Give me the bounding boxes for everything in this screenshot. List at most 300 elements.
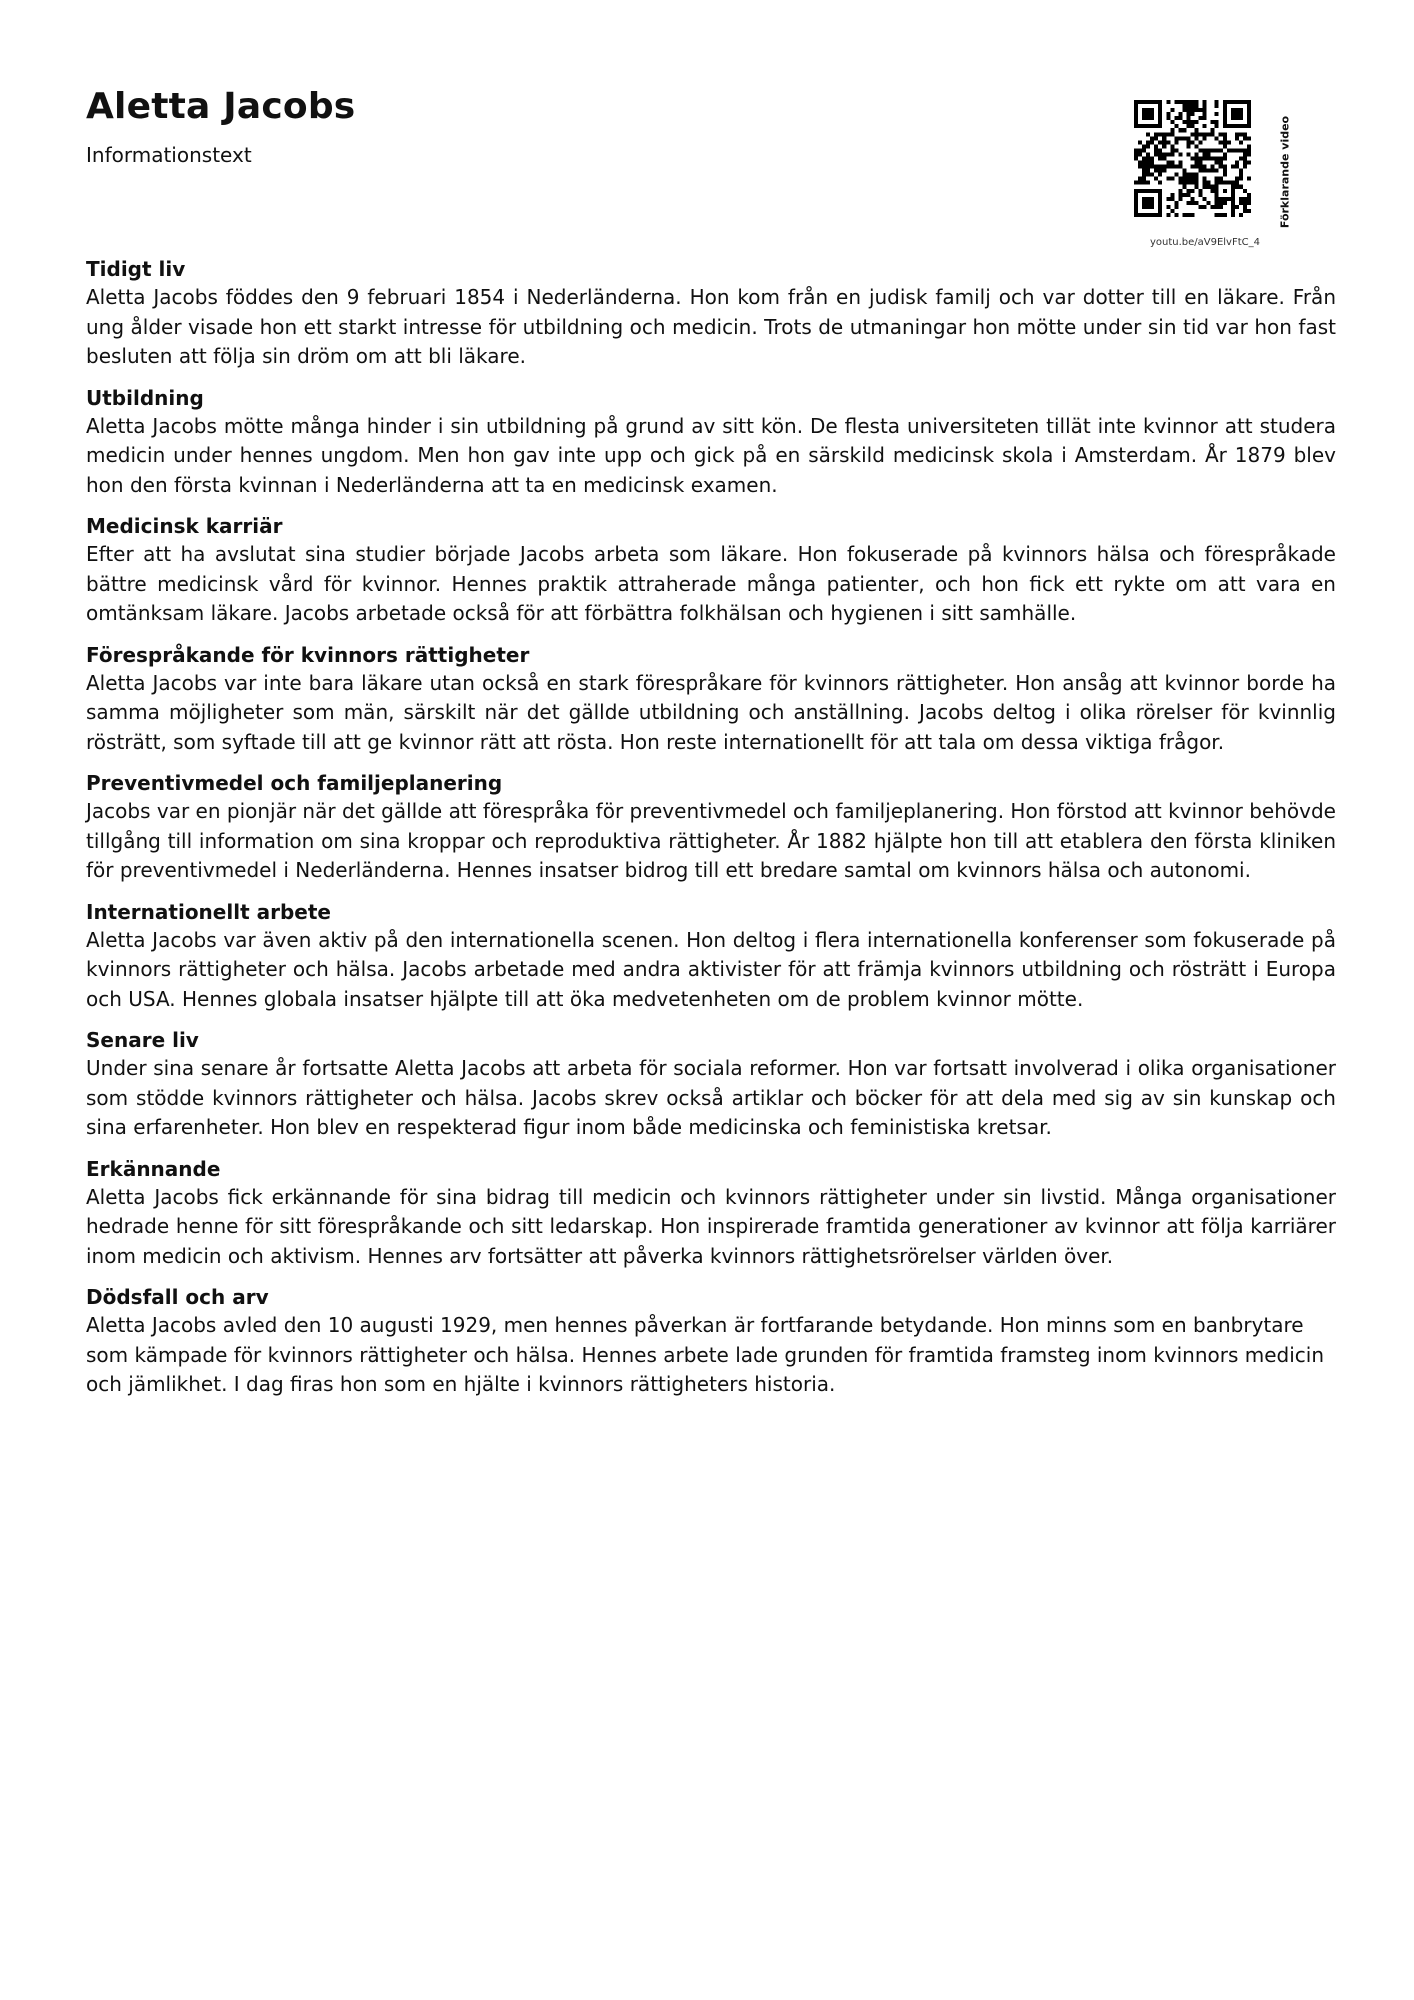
qr-module	[1247, 120, 1251, 124]
qr-module	[1162, 132, 1166, 136]
qr-module	[1211, 156, 1215, 160]
qr-module	[1223, 197, 1227, 201]
qr-module	[1231, 124, 1235, 128]
qr-module	[1239, 185, 1243, 189]
qr-module	[1138, 100, 1142, 104]
qr-module	[1239, 148, 1243, 152]
qr-module	[1235, 161, 1239, 165]
qr-module	[1174, 116, 1178, 120]
qr-module	[1219, 201, 1223, 205]
qr-module	[1231, 100, 1235, 104]
qr-module	[1190, 201, 1194, 205]
qr-module	[1239, 112, 1243, 116]
qr-module	[1158, 165, 1162, 169]
qr-module	[1215, 120, 1219, 124]
qr-module	[1235, 100, 1239, 104]
qr-module	[1239, 177, 1243, 181]
section-dodsfall-och-arv	[86, 1284, 1336, 1400]
qr-module	[1219, 213, 1223, 217]
qr-module	[1146, 152, 1150, 156]
qr-module	[1182, 181, 1186, 185]
qr-module	[1195, 100, 1199, 104]
qr-module	[1190, 173, 1194, 177]
qr-module	[1195, 156, 1199, 160]
qr-module	[1190, 165, 1194, 169]
qr-module	[1150, 140, 1154, 144]
qr-module	[1207, 169, 1211, 173]
qr-module	[1247, 197, 1251, 201]
qr-module	[1219, 205, 1223, 209]
qr-module	[1207, 185, 1211, 189]
qr-module	[1142, 165, 1146, 169]
qr-module	[1170, 165, 1174, 169]
qr-module	[1162, 152, 1166, 156]
qr-module	[1247, 100, 1251, 104]
qr-module	[1158, 112, 1162, 116]
qr-module	[1166, 165, 1170, 169]
qr-module	[1170, 144, 1174, 148]
qr-module	[1182, 104, 1186, 108]
qr-module	[1186, 104, 1190, 108]
qr-module	[1154, 124, 1158, 128]
qr-module	[1182, 193, 1186, 197]
qr-module	[1134, 156, 1138, 160]
qr-module	[1170, 132, 1174, 136]
qr-module	[1207, 181, 1211, 185]
qr-module	[1199, 108, 1203, 112]
qr-module	[1203, 165, 1207, 169]
qr-module	[1235, 116, 1239, 120]
qr-module	[1215, 169, 1219, 173]
qr-module	[1150, 124, 1154, 128]
qr-module	[1162, 156, 1166, 160]
section-heading: Tidigt liv	[86, 257, 186, 281]
qr-module	[1182, 177, 1186, 181]
qr-module	[1154, 165, 1158, 169]
qr-module	[1195, 132, 1199, 136]
qr-module	[1235, 177, 1239, 181]
qr-module	[1223, 152, 1227, 156]
qr-module	[1223, 136, 1227, 140]
qr-module	[1243, 209, 1247, 213]
qr-module	[1219, 197, 1223, 201]
qr-module	[1178, 161, 1182, 165]
qr-module	[1142, 169, 1146, 173]
qr-module	[1231, 201, 1235, 205]
qr-module	[1223, 144, 1227, 148]
qr-module	[1247, 177, 1251, 181]
qr-module	[1186, 140, 1190, 144]
qr-module	[1186, 213, 1190, 217]
qr-module	[1243, 132, 1247, 136]
qr-module	[1146, 181, 1150, 185]
qr-module	[1235, 165, 1239, 169]
qr-module	[1146, 173, 1150, 177]
qr-module	[1158, 140, 1162, 144]
qr-module	[1138, 213, 1142, 217]
qr-module	[1138, 181, 1142, 185]
qr-module	[1247, 112, 1251, 116]
qr-module	[1154, 152, 1158, 156]
qr-module	[1207, 132, 1211, 136]
qr-module	[1190, 100, 1194, 104]
qr-module	[1247, 193, 1251, 197]
section-heading: Erkännande	[86, 1156, 221, 1181]
qr-module	[1239, 100, 1243, 104]
qr-module	[1247, 136, 1251, 140]
qr-module	[1142, 116, 1146, 120]
qr-module	[1195, 128, 1199, 132]
qr-module	[1174, 213, 1178, 217]
qr-module	[1195, 201, 1199, 205]
qr-module	[1178, 177, 1182, 181]
qr-module	[1199, 189, 1203, 193]
qr-module	[1186, 112, 1190, 116]
qr-module	[1247, 152, 1251, 156]
qr-module	[1150, 156, 1154, 160]
qr-module	[1146, 201, 1150, 205]
qr-module	[1190, 213, 1194, 217]
qr-module	[1170, 120, 1174, 124]
qr-module	[1170, 197, 1174, 201]
qr-module	[1243, 165, 1247, 169]
qr-module	[1150, 100, 1154, 104]
qr-module	[1219, 165, 1223, 169]
qr-module	[1158, 124, 1162, 128]
qr-module	[1182, 128, 1186, 132]
qr-module	[1235, 124, 1239, 128]
qr-module	[1182, 120, 1186, 124]
qr-module	[1195, 152, 1199, 156]
qr-module	[1186, 136, 1190, 140]
qr-module	[1142, 161, 1146, 165]
qr-module	[1138, 165, 1142, 169]
qr-module	[1219, 156, 1223, 160]
qr-module	[1134, 181, 1138, 185]
qr-module	[1231, 197, 1235, 201]
qr-module	[1231, 185, 1235, 189]
qr-module	[1211, 169, 1215, 173]
qr-module	[1142, 148, 1146, 152]
qr-module	[1186, 193, 1190, 197]
qr-module	[1247, 201, 1251, 205]
qr-module	[1182, 169, 1186, 173]
qr-module	[1178, 189, 1182, 193]
qr-module	[1227, 124, 1231, 128]
qr-module	[1150, 197, 1154, 201]
qr-module	[1231, 209, 1235, 213]
qr-module	[1182, 173, 1186, 177]
qr-module	[1203, 116, 1207, 120]
qr-module	[1235, 181, 1239, 185]
section-text: Aletta Jacobs mötte många hinder i sin utbildning på grund av sitt kön. De flesta universiteten tillät inte kvinnor att studera medicin under hennes ungdom. Men hon gav inte upp och gick på en särskild medicinsk skola i Amsterdam. År 1879 blev hon den första kvinnan i Nederländerna att ta en medicinsk examen.	[86, 413, 1336, 497]
section-heading: Preventivmedel och familjeplanering	[86, 771, 503, 795]
qr-module	[1166, 140, 1170, 144]
qr-module	[1142, 189, 1146, 193]
qr-module	[1186, 152, 1190, 156]
qr-module	[1186, 189, 1190, 193]
qr-module	[1166, 197, 1170, 201]
qr-module	[1146, 213, 1150, 217]
qr-module	[1231, 165, 1235, 169]
qr-module	[1215, 197, 1219, 201]
qr-module	[1203, 108, 1207, 112]
qr-module	[1138, 152, 1142, 156]
qr-module	[1235, 136, 1239, 140]
qr-module	[1158, 108, 1162, 112]
qr-module	[1195, 185, 1199, 189]
qr-module	[1134, 108, 1138, 112]
qr-module	[1134, 213, 1138, 217]
section-erkannande	[86, 1156, 1336, 1272]
qr-module	[1239, 201, 1243, 205]
qr-module	[1190, 108, 1194, 112]
qr-module	[1215, 104, 1219, 108]
qr-module	[1243, 205, 1247, 209]
qr-module	[1182, 136, 1186, 140]
qr-module	[1199, 132, 1203, 136]
page-subtitle: Informationstext	[86, 143, 252, 167]
qr-module	[1162, 136, 1166, 140]
qr-module	[1150, 108, 1154, 112]
qr-module	[1219, 181, 1223, 185]
section-utbildning	[86, 385, 1336, 501]
qr-module	[1195, 104, 1199, 108]
qr-module	[1134, 148, 1138, 152]
qr-module	[1134, 197, 1138, 201]
qr-module	[1231, 205, 1235, 209]
qr-module	[1154, 144, 1158, 148]
qr-module	[1231, 112, 1235, 116]
qr-module	[1231, 189, 1235, 193]
qr-module	[1195, 120, 1199, 124]
qr-module	[1158, 189, 1162, 193]
qr-module	[1142, 213, 1146, 217]
qr-module	[1203, 177, 1207, 181]
qr-module	[1142, 124, 1146, 128]
qr-module	[1243, 156, 1247, 160]
qr-module	[1134, 120, 1138, 124]
qr-module	[1215, 193, 1219, 197]
qr-module	[1150, 189, 1154, 193]
qr-module	[1138, 148, 1142, 152]
qr-module	[1199, 156, 1203, 160]
qr-module	[1186, 120, 1190, 124]
qr-module	[1158, 132, 1162, 136]
qr-module	[1231, 148, 1235, 152]
qr-module	[1142, 156, 1146, 160]
qr-module	[1146, 144, 1150, 148]
section-heading: Utbildning	[86, 385, 204, 410]
qr-module	[1166, 116, 1170, 120]
qr-module	[1174, 148, 1178, 152]
qr-module	[1178, 197, 1182, 201]
qr-module	[1186, 201, 1190, 205]
qr-module	[1174, 205, 1178, 209]
qr-module	[1195, 165, 1199, 169]
qr-module	[1146, 100, 1150, 104]
qr-module	[1203, 197, 1207, 201]
qr-module	[1243, 189, 1247, 193]
qr-module	[1166, 152, 1170, 156]
qr-module	[1235, 148, 1239, 152]
qr-module	[1178, 116, 1182, 120]
section-heading: Dödsfall och arv	[86, 1285, 269, 1309]
qr-module	[1158, 209, 1162, 213]
qr-module	[1239, 116, 1243, 120]
qr-module	[1215, 201, 1219, 205]
qr-module	[1158, 156, 1162, 160]
qr-module	[1158, 201, 1162, 205]
qr-module	[1235, 112, 1239, 116]
qr-module	[1243, 152, 1247, 156]
qr-module	[1195, 181, 1199, 185]
qr-module	[1203, 148, 1207, 152]
qr-module	[1223, 189, 1227, 193]
qr-module	[1239, 173, 1243, 177]
qr-video-link[interactable]: youtu.be/aV9ElvFtC_4	[1149, 237, 1260, 248]
qr-module	[1199, 165, 1203, 169]
section-text: Aletta Jacobs var inte bara läkare utan också en stark förespråkare för kvinnors rättigheter. Hon ansåg att kvinnor borde ha samma möjligheter som män, särskilt när det gällde utbildning och anställning. Jacobs deltog i olika rörelser för kvinnlig rösträtt, som syftade till att ge kvinnor rätt att rösta. Hon reste internationellt för att tala om dessa viktiga frågor.	[86, 670, 1336, 754]
qr-module	[1154, 177, 1158, 181]
qr-module	[1138, 161, 1142, 165]
section-preventivmedel	[86, 770, 1336, 886]
qr-module	[1211, 189, 1215, 193]
qr-module	[1223, 140, 1227, 144]
section-heading: Förespråkande för kvinnors rättigheter	[86, 642, 530, 667]
qr-module	[1190, 156, 1194, 160]
qr-module	[1190, 189, 1194, 193]
qr-module	[1199, 116, 1203, 120]
qr-module	[1211, 165, 1215, 169]
qr-module	[1138, 140, 1142, 144]
qr-module	[1231, 181, 1235, 185]
qr-module	[1154, 148, 1158, 152]
qr-module	[1182, 185, 1186, 189]
qr-module	[1219, 148, 1223, 152]
qr-module	[1170, 128, 1174, 132]
qr-module	[1215, 156, 1219, 160]
qr-module	[1243, 136, 1247, 140]
qr-module	[1211, 148, 1215, 152]
section-text: Under sina senare år fortsatte Aletta Jacobs att arbeta för sociala reformer. Hon var fortsatt involverad i olika organisationer som stödde kvinnors rättigheter och hälsa. Jacobs skrev också artiklar och böcker för att dela med sig av sin kunskap och sina erfarenheter. Hon blev en respekterad figur inom både medicinska och feministiska kretsar.	[86, 1056, 1336, 1139]
qr-module	[1239, 140, 1243, 144]
qr-module	[1134, 124, 1138, 128]
qr-module	[1223, 169, 1227, 173]
qr-module	[1223, 108, 1227, 112]
qr-side-label-text: Förklarande video	[1278, 115, 1292, 229]
qr-module	[1134, 104, 1138, 108]
section-kvinnors-rattigheter	[86, 642, 1336, 758]
qr-module	[1223, 213, 1227, 217]
qr-module	[1199, 161, 1203, 165]
qr-code-icon[interactable]	[1134, 100, 1251, 217]
qr-module	[1215, 213, 1219, 217]
qr-module	[1215, 185, 1219, 189]
qr-module	[1247, 209, 1251, 213]
qr-module	[1190, 140, 1194, 144]
page-title: Aletta Jacobs	[86, 86, 356, 127]
qr-module	[1134, 116, 1138, 120]
qr-module	[1134, 100, 1138, 104]
qr-module	[1239, 156, 1243, 160]
section-text: Efter att ha avslutat sina studier började Jacobs arbeta som läkare. Hon fokuserade på kvinnors hälsa och förespråkade bättre medicinsk vård för kvinnor. Hennes praktik attraherade många patienter, och hon fick ett rykte om att vara en omtänksam läkare. Jacobs arbetade också för att förbättra folkhälsan och hygienen i sitt samhälle.	[86, 542, 1336, 625]
qr-module	[1215, 112, 1219, 116]
qr-module	[1142, 205, 1146, 209]
section-tidigt-liv	[86, 256, 1336, 372]
main-content	[86, 256, 1336, 1413]
qr-module	[1203, 124, 1207, 128]
qr-module	[1154, 132, 1158, 136]
qr-module	[1239, 124, 1243, 128]
qr-module	[1190, 197, 1194, 201]
qr-module	[1190, 104, 1194, 108]
qr-module	[1166, 205, 1170, 209]
qr-module	[1170, 108, 1174, 112]
qr-module	[1243, 148, 1247, 152]
qr-module	[1158, 148, 1162, 152]
qr-module	[1231, 213, 1235, 217]
qr-module	[1158, 193, 1162, 197]
qr-module	[1150, 205, 1154, 209]
qr-module	[1150, 116, 1154, 120]
qr-module	[1142, 197, 1146, 201]
qr-module	[1146, 165, 1150, 169]
qr-module	[1154, 100, 1158, 104]
qr-module	[1174, 165, 1178, 169]
qr-module	[1138, 189, 1142, 193]
qr-module	[1146, 108, 1150, 112]
qr-module	[1243, 124, 1247, 128]
qr-side-label	[1277, 112, 1293, 232]
qr-module	[1150, 165, 1154, 169]
qr-module	[1158, 205, 1162, 209]
qr-module	[1142, 177, 1146, 181]
section-heading: Senare liv	[86, 1028, 199, 1052]
qr-module	[1150, 161, 1154, 165]
qr-module	[1195, 108, 1199, 112]
qr-module	[1170, 209, 1174, 213]
qr-module	[1146, 156, 1150, 160]
qr-module	[1223, 201, 1227, 205]
qr-module	[1215, 177, 1219, 181]
section-text: Aletta Jacobs fick erkännande för sina bidrag till medicin och kvinnors rättigheter under sin livstid. Många organisationer hedrade henne för sitt förespråkande och sitt ledarskap. Hon inspirerade framtida generationer av kvinnor att följa karriärer inom medicin och aktivism. Hennes arv fortsätter att påverka kvinnors rättighetsrörelser världen över.	[86, 1184, 1336, 1268]
qr-module	[1215, 136, 1219, 140]
qr-module	[1154, 169, 1158, 173]
qr-module	[1239, 108, 1243, 112]
qr-module	[1166, 100, 1170, 104]
qr-module	[1215, 148, 1219, 152]
qr-module	[1203, 185, 1207, 189]
qr-module	[1142, 100, 1146, 104]
qr-module	[1186, 177, 1190, 181]
qr-module	[1158, 197, 1162, 201]
qr-module	[1190, 112, 1194, 116]
qr-module	[1203, 169, 1207, 173]
qr-module	[1239, 132, 1243, 136]
qr-module	[1166, 132, 1170, 136]
section-heading: Internationellt arbete	[86, 899, 331, 924]
qr-module	[1134, 189, 1138, 193]
qr-module	[1219, 177, 1223, 181]
qr-module	[1170, 148, 1174, 152]
qr-module	[1186, 173, 1190, 177]
qr-module	[1215, 124, 1219, 128]
qr-module	[1182, 100, 1186, 104]
qr-module	[1243, 201, 1247, 205]
qr-module	[1223, 132, 1227, 136]
qr-module	[1142, 201, 1146, 205]
